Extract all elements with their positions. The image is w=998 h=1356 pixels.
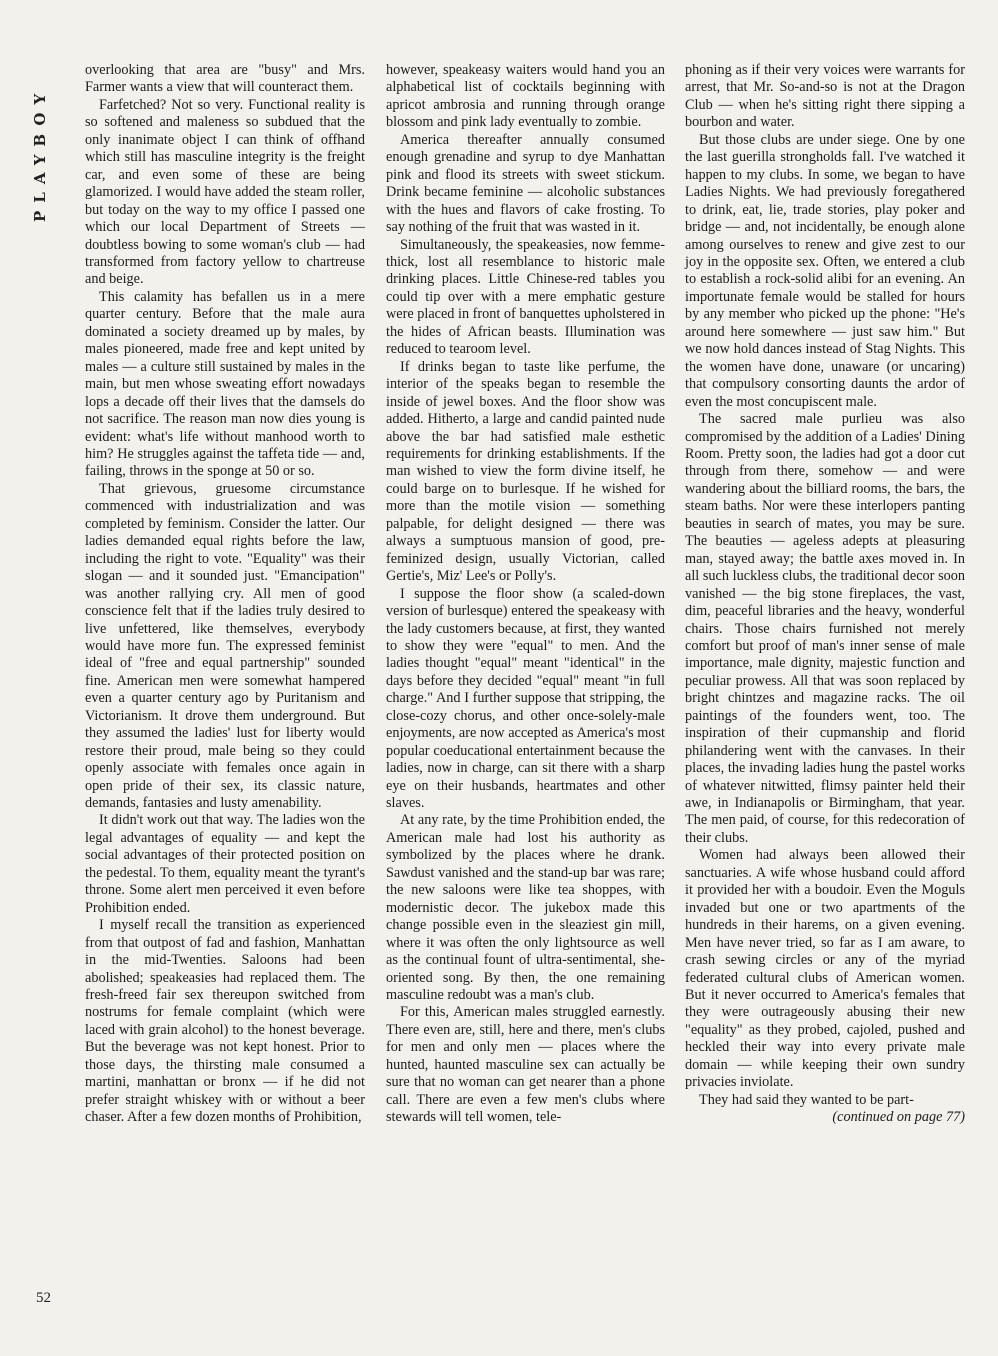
paragraph: Simultaneously, the speakeasies, now femme-thick, lost all resemblance to historic male drinking places. Little Chinese-red tables you could tip over with a mere emphatic gesture were placed in front of banquettes upholstered in the hides of African beasts. Illumination was reduced to tearoom level. [386, 236, 665, 358]
paragraph: Farfetched? Not so very. Functional reality is so softened and maleness so subdued that the only inanimate object I can think of offhand which still has masculine integrity is the freight car, and even some of these are being glamorized. I would have added the steam roller, but today on the way to my office I passed one which our local Department of Streets — doubtless bowing to some woman's club — had transformed from factory yellow to chartreuse and beige. [85, 96, 365, 288]
paragraph: overlooking that area are "busy" and Mrs. Farmer wants a view that will counteract them. [85, 62, 365, 96]
paragraph: I suppose the floor show (a scaled-down version of burlesque) entered the speakeasy with the lady customers because, at first, they wanted to show they were "equal" to men. And the ladies thought "equal" meant "identical" in the days before they decided "equal" meant "in full charge." And I further suppose that stripping, the close-cozy chorus, and other once-solely-male enjoyments, are now accepted as America's most popular coeducational entertainment because the ladies, now in charge, can sit there with a sharp eye on their husbands, heartmates and other slaves. [386, 585, 665, 812]
paragraph: America thereafter annually consumed enough grenadine and syrup to dye Manhattan pink and flood its streets with sweet stickum. Drink became feminine — alcoholic substances with the hues and flavors of cake frosting. To say nothing of the fruit that was wasted in it. [386, 131, 665, 236]
masthead-logo: PLAYBOY [31, 85, 49, 222]
page-number: 52 [36, 1290, 51, 1306]
continued-note: (continued on page 77) [832, 1109, 965, 1126]
text-column-1 [85, 62, 365, 1127]
paragraph: But those clubs are under siege. One by one the last guerilla strongholds fall. I've watched it happen to my clubs. In some, we began to have Ladies Nights. We had previously foregathered to drink, eat, lie, trade stories, play poker and bridge — and, not incidentally, be enough alone among ourselves to renew and give zest to our joy in the opposite sex. Often, we entered a club to establish a rock-solid alibi for an evening. An importunate female would be stalled for hours by any member who picked up the phone: "He's around here somewhere — just saw him." But we now hold dances instead of Stag Nights. This the women have done, unaware (or uncaring) that compulsory consorting daunts the ardor of even the most concupiscent male. [685, 131, 965, 410]
paragraph: For this, American males struggled earnestly. There even are, still, here and there, men's clubs for men and only men — places where the hunted, haunted masculine sex can actually be sure that no woman can get nearer than a phone call. There are even a few men's clubs where stewards will tell women, tele- [386, 1004, 665, 1126]
paragraph: Women had always been allowed their sanctuaries. A wife whose husband could afford it provided her with a boudoir. Even the Moguls invaded but one or two apartments of the hundreds in their harems, on a given evening. Men have never tried, so far as I am aware, to crash sewing circles or any of the myriad federated cultural clubs of American women. But it never occurred to America's females that they were outrageously abusing their new "equality" as they probed, cajoled, pushed and heckled their way into every private male domain — while keeping their own sundry privacies inviolate. [685, 847, 965, 1091]
text-column-3 [685, 62, 965, 1127]
paragraph: phoning as if their very voices were warrants for arrest, that Mr. So-and-so is not at the Dragon Club — when he's sitting right there sipping a bourbon and water. [685, 62, 965, 131]
paragraph: This calamity has befallen us in a mere quarter century. Before that the male aura dominated a society dreamed up by males, by males pioneered, made free and kept united by males — a culture still sustained by males in the main, but men whose sweating effort nowadays lops a decade off their lives that the damsels do not sacrifice. The reason man now dies young is evident: what's life without manhood worth to him? He struggles against the taffeta tide — and, failing, throws in the sponge at 50 or so. [85, 288, 365, 480]
paragraph: The sacred male purlieu was also compromised by the addition of a Ladies' Dining Room. Pretty soon, the ladies had got a door cut through from there, somehow — and were wandering about the billiard rooms, the bars, the steam baths. Nor were these interlopers panting beauties in search of mates, you may be sure. The beauties — ageless adepts at pleasuring man, stayed away; the battle axes moved in. In all such luckless clubs, the traditional decor soon vanished — the big stone fireplaces, the vast, dim, peaceful libraries and the heavy, wonderful chairs. Those chairs furnished not merely comfort but proof of man's inner sense of male importance, male dignity, majestic function and peculiar prowess. All that was soon replaced by bright chintzes and magazine racks. The oil paintings of the founders went, too. The inspiration of their cupmanship and florid philandering went with the canvases. In their places, the invading ladies hung the pastel works of whatever nitwitted, flimsy painter held their awe, in Indianapolis or Birmingham, that year. The men paid, of course, for this redecoration of their clubs. [685, 411, 965, 846]
text-column-2 [386, 62, 665, 1127]
paragraph: however, speakeasy waiters would hand you an alphabetical list of cocktails beginning with apricot ambrosia and running through orange blossom and pink lady eventually to zombie. [386, 62, 665, 131]
paragraph: They had said they wanted to be part- [699, 1091, 914, 1108]
paragraph: If drinks began to taste like perfume, the interior of the speaks began to resemble the inside of jewel boxes. And the floor show was added. Hitherto, a large and candid painted nude above the bar had satisfied male esthetic requirements for drinking establishments. If the man wished to view the form divine itself, he could barge on to burlesque. If he wished for more than the motile vision — something palpable, for delight designed — there was always a sumptuous mansion of good, pre-feminized design, usually Victorian, called Gertie's, Miz' Lee's or Polly's. [386, 358, 665, 585]
paragraph: It didn't work out that way. The ladies won the legal advantages of equality — and kept the social advantages of their protected position on the pedestal. To them, equality meant the tyrant's throne. Some alert men perceived it even before Prohibition ended. [85, 812, 365, 916]
paragraph: I myself recall the transition as experienced from that outpost of fad and fashion, Manhattan in the mid-Twenties. Saloons had been abolished; speakeasies had replaced them. The fresh-freed fair sex thereupon switched from nostrums for female complaint (which were laced with grain alcohol) to the honest beverage. But the beverage was not kept honest. Prior to those days, the thirsting male consumed a martini, manhattan or bronx — if he did not prefer straight whiskey with or without a beer chaser. After a few dozen months of Prohibition, [85, 917, 365, 1126]
paragraph: That grievous, gruesome circumstance commenced with industrialization and was completed by feminism. Consider the latter. Our ladies demanded equal rights before the law, including the right to vote. "Equality" was their slogan — and it sounded just. "Emancipation" was another rallying cry. All men of good conscience felt that if the ladies truly desired to live unfettered, like themselves, everybody would have more fun. The expressed feminist ideal of "free and equal partnership" sounded fine. American men were somewhat hampered even a quarter century ago by Puritanism and Victorianism. It drove them underground. But they assumed the ladies' lust for liberty would restore their proud, male being so they could openly associate with females once again in open pride of their sex, its classic nature, demands, fantasies and lusty amenability. [85, 480, 365, 812]
paragraph: At any rate, by the time Prohibition ended, the American male had lost his authority as symbolized by the places where he drank. Sawdust vanished and the stand-up bar was rare; the new saloons were like tea shoppes, with modernistic decor. The jukebox made this change possible even in the sleaziest gin mill, where it was often the only lightsource as well as the continual fount of ultra-sentimental, she-oriented song. By then, the one remaining masculine redoubt was a man's club. [386, 812, 665, 1004]
